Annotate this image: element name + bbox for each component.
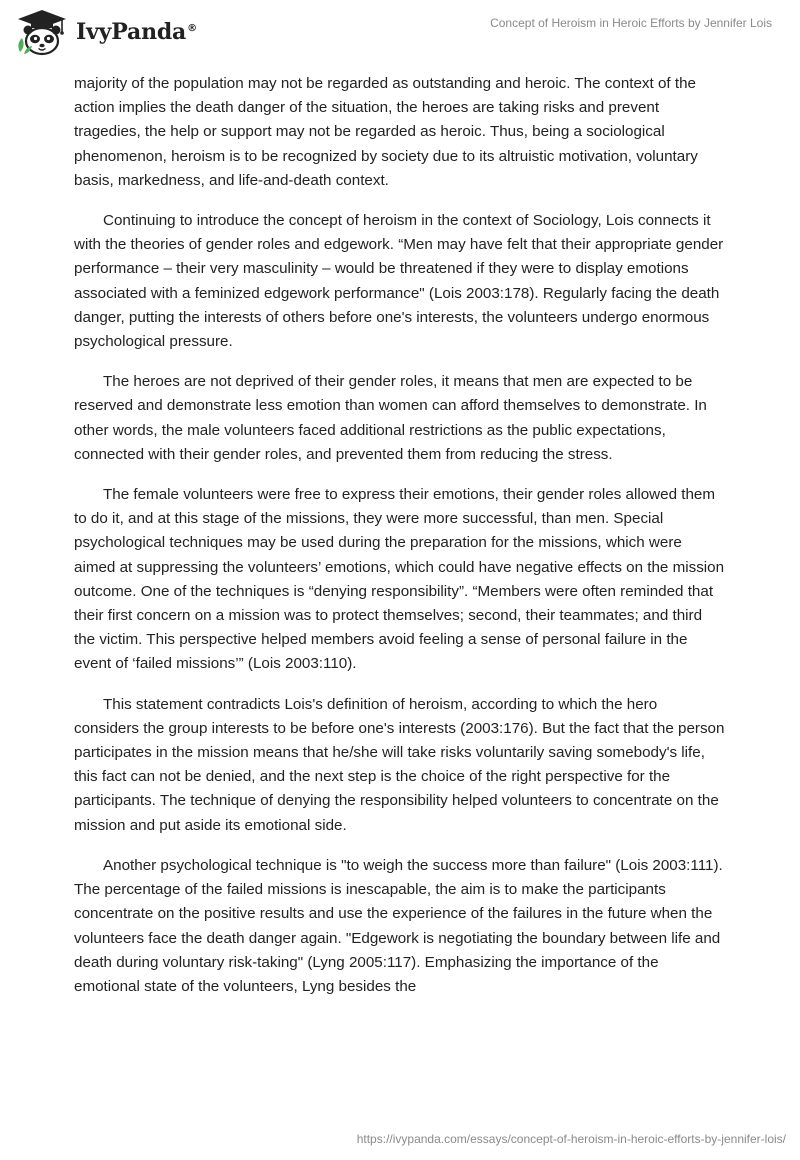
paragraph-4: The female volunteers were free to express their emotions, their gender roles allowed them to do it, and at this stage of the missions, they were more successful, than men. Special psychological techniques may be used during the preparation for the missions, which were aimed at suppressing the volunteers’ emotions, which could have negative effects on the mission outcome. One of the techniques is “denying responsibility”. “Members were often reminded that their first concern on a mission was to protect themselves; second, their teammates; and third the victim. This perspective helped members avoid feeling a sense of personal failure in the event of ‘failed missions’” (Lois 2003:110). [74, 486, 725, 673]
brand-name-text: IvyPanda [76, 19, 187, 45]
page-header [0, 0, 800, 60]
source-url-link[interactable]: https://ivypanda.com/essays/concept-of-heroism-in-heroic-efforts-by-jennifer-lois/ [356, 1132, 786, 1146]
ivypanda-logo[interactable] [14, 8, 197, 56]
paragraph-6: Another psychological technique is "to weigh the success more than failure" (Lois 2003:111). The percentage of the failed missions is inescapable, the aim is to make the participants concentrate on the positive results and use the experience of the failures in the future when the volunteers face the death danger again. "Edgework is negotiating the boundary between life and death during voluntary risk-taking" (Lyng 2005:117). Emphasizing the importance of the emotional state of the volunteers, Lyng besides the [74, 856, 723, 995]
paragraph-2: Continuing to introduce the concept of heroism in the context of Sociology, Lois connects it with the theories of gender roles and edgework. “Men may have felt that their appropriate gender performance – their very masculinity – would be threatened if they were to display emotions associated with a feminized edgework performance" (Lois 2003:178). Regularly facing the death danger, putting the interests of others before one's interests, the volunteers undergo enormous psychological pressure. [74, 212, 724, 351]
brand-registered-mark: ® [187, 22, 197, 34]
document-title: Concept of Heroism in Heroic Efforts by Jennifer Lois [490, 16, 772, 30]
paragraph-3: The heroes are not deprived of their gender roles, it means that men are expected to be reserved and demonstrate less emotion than women can afford themselves to demonstrate. In other words, the male volunteers faced additional restrictions as the public expectations, connected with their gender roles, and prevented them from reducing the stress. [74, 373, 707, 463]
panda-graduate-icon [14, 8, 70, 56]
paragraph-1: majority of the population may not be regarded as outstanding and heroic. The context of the action implies the death danger of the situation, the heroes are taking risks and prevent tragedies, the help or support may not be regarded as heroic. Thus, being a sociological phenomenon, heroism is to be recognized by society due to its altruistic motivation, voluntary basis, markedness, and life-and-death context. [74, 75, 698, 189]
essay-body [74, 72, 726, 1015]
paragraph-5: This statement contradicts Lois's definition of heroism, according to which the hero considers the group interests to be before one's interests (2003:176). But the fact that the person participates in the mission means that he/she will take risks voluntarily saving somebody's life, this fact can not be denied, and the next step is the choice of the right perspective for the participants. The technique of denying the responsibility helped volunteers to concentrate on the mission and put aside its emotional side. [74, 695, 725, 834]
brand-name [76, 19, 197, 45]
